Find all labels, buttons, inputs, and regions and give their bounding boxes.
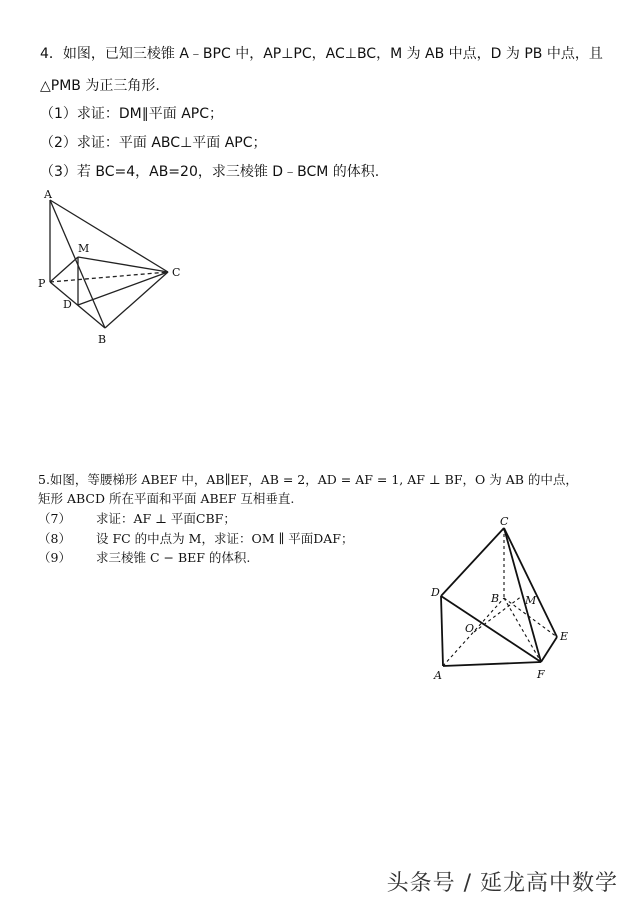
problem5-statement-line1: 5.如图，等腰梯形 ABEF 中，AB∥EF，AB = 2，AD = AF = 1, AF ⊥ BF，O 为 AB 的中点， xyxy=(38,472,578,487)
label-B: B xyxy=(98,333,107,346)
problem5-question-7 xyxy=(38,510,236,528)
label-B: B xyxy=(491,592,500,605)
question-9-number: （9） xyxy=(38,550,71,565)
problem4-question-1: （1）求证：DM∥平面 APC； xyxy=(40,106,224,122)
problem4-question-3: （3）若 BC=4，AB=20，求三棱锥 D﹣BCM 的体积. xyxy=(40,164,380,180)
label-C: C xyxy=(500,515,509,528)
question-8-text: 设 FC 的中点为 M，求证：OM ∥ 平面DAF； xyxy=(96,531,354,546)
label-M: M xyxy=(78,242,90,255)
problem4-statement-line1: 4．如图，已知三棱锥 A﹣BPC 中，AP⊥PC，AC⊥BC，M 为 AB 中点，D 为 PB 中点，且 xyxy=(40,46,603,62)
label-A: A xyxy=(434,669,442,682)
label-E: E xyxy=(560,630,569,643)
problem5-question-9 xyxy=(38,549,250,567)
question-9-text: 求三棱锥 C − BEF 的体积. xyxy=(96,550,251,565)
problem4-statement-line2: △PMB 为正三角形. xyxy=(40,78,160,94)
question-8-number: （8） xyxy=(38,531,71,546)
label-M: M xyxy=(525,594,537,607)
label-P: P xyxy=(38,277,46,290)
label-C: C xyxy=(172,266,181,279)
label-F: F xyxy=(537,668,545,681)
problem5-figure xyxy=(428,512,578,682)
label-D: D xyxy=(431,586,440,599)
watermark-text: 头条号 / 延龙高中数学 xyxy=(386,871,618,896)
problem4-question-2: （2）求证：平面 ABC⊥平面 APC； xyxy=(40,135,267,151)
problem5-question-8 xyxy=(38,530,353,548)
question-7-number: （7） xyxy=(38,511,71,526)
problem5-statement-line2: 矩形 ABCD 所在平面和平面 ABEF 互相垂直. xyxy=(38,491,295,506)
label-O: O xyxy=(465,622,475,635)
problem4-figure xyxy=(38,188,188,348)
label-A: A xyxy=(44,188,52,201)
label-D: D xyxy=(63,298,72,311)
question-7-text: 求证：AF ⊥ 平面CBF； xyxy=(96,511,236,526)
